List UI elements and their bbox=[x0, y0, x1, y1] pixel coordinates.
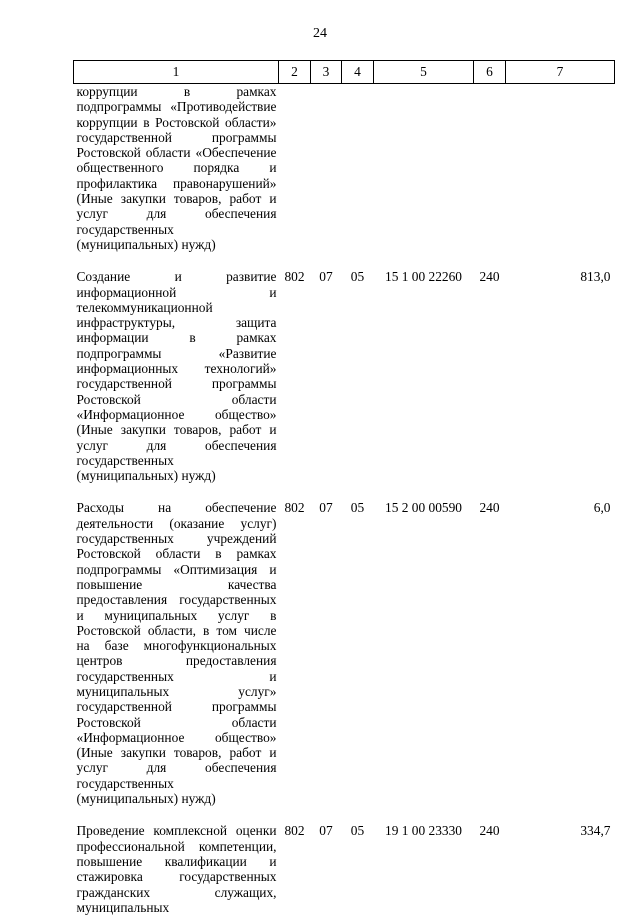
table-row bbox=[74, 500, 615, 823]
row-description: Создание и развитие информационной и телекоммуникационной инфраструктуры, защита информации в рамках подпрограммы «Развитие информационных технологий» государственной программы Ростовской области «Информационное общество» (Иные закупки товаров, работ и услуг для обеспечения государственных (муниципальных) нужд) bbox=[76, 269, 277, 484]
row-expense-type: 240 bbox=[479, 269, 500, 285]
row-section: 07 bbox=[319, 823, 333, 839]
row-amount: 6,0 bbox=[593, 500, 611, 516]
header-col-7: 7 bbox=[506, 61, 615, 84]
table-row bbox=[74, 84, 615, 270]
row-section: 07 bbox=[319, 269, 333, 285]
header-col-6: 6 bbox=[474, 61, 506, 84]
row-subsection: 05 bbox=[350, 269, 365, 285]
row-subsection bbox=[342, 84, 374, 270]
row-description: Проведение комплексной оценки профессиональной компетенции, повышение квалификации и стажировка государственных гражданских служащих, муниципальных bbox=[76, 823, 277, 915]
row-section bbox=[311, 84, 342, 270]
row-description: Расходы на обеспечение деятельности (оказание услуг) государственных учреждений Ростовской области в рамках подпрограммы «Оптимизация и повышение качества предоставления государственных и муниципальных услуг в Ростовской области, в том числе на базе многофункциональных центров предоставления государственных и муниципальных услуг» государственной программы Ростовской области «Информационное общество» (Иные закупки товаров, работ и услуг для обеспечения государственных (муниципальных) нужд) bbox=[76, 500, 277, 807]
table-row bbox=[74, 269, 615, 500]
row-target-article: 15 2 00 00590 bbox=[385, 500, 462, 516]
row-description: коррупции в рамках подпрограммы «Противодействие коррупции в Ростовской области» государственной программы Ростовской области «Обеспечение общественного порядка и профилактика правонарушений» (Иные закупки товаров, работ и услуг для обеспечения государственных (муниципальных) нужд) bbox=[76, 84, 277, 252]
row-section: 07 bbox=[319, 500, 333, 516]
header-col-3: 3 bbox=[311, 61, 342, 84]
header-col-1: 1 bbox=[74, 61, 279, 84]
row-expense-type: 240 bbox=[479, 500, 500, 516]
budget-table bbox=[73, 60, 615, 915]
row-expense-type: 240 bbox=[479, 823, 500, 839]
row-admin-code bbox=[279, 84, 311, 270]
row-admin-code: 802 bbox=[284, 500, 305, 516]
row-amount: 813,0 bbox=[580, 269, 611, 285]
row-amount: 334,7 bbox=[580, 823, 611, 839]
row-subsection: 05 bbox=[350, 823, 365, 839]
table-header-row bbox=[74, 61, 615, 84]
row-target-article: 19 1 00 23330 bbox=[385, 823, 462, 839]
row-subsection: 05 bbox=[350, 500, 365, 516]
header-col-2: 2 bbox=[279, 61, 311, 84]
page-number: 24 bbox=[313, 26, 327, 41]
row-admin-code: 802 bbox=[284, 269, 305, 285]
row-admin-code: 802 bbox=[284, 823, 305, 839]
header-col-5: 5 bbox=[374, 61, 474, 84]
row-target-article bbox=[374, 84, 474, 270]
header-col-4: 4 bbox=[342, 61, 374, 84]
table-row bbox=[74, 823, 615, 915]
row-amount bbox=[506, 84, 615, 270]
row-expense-type bbox=[474, 84, 506, 270]
row-target-article: 15 1 00 22260 bbox=[385, 269, 462, 285]
